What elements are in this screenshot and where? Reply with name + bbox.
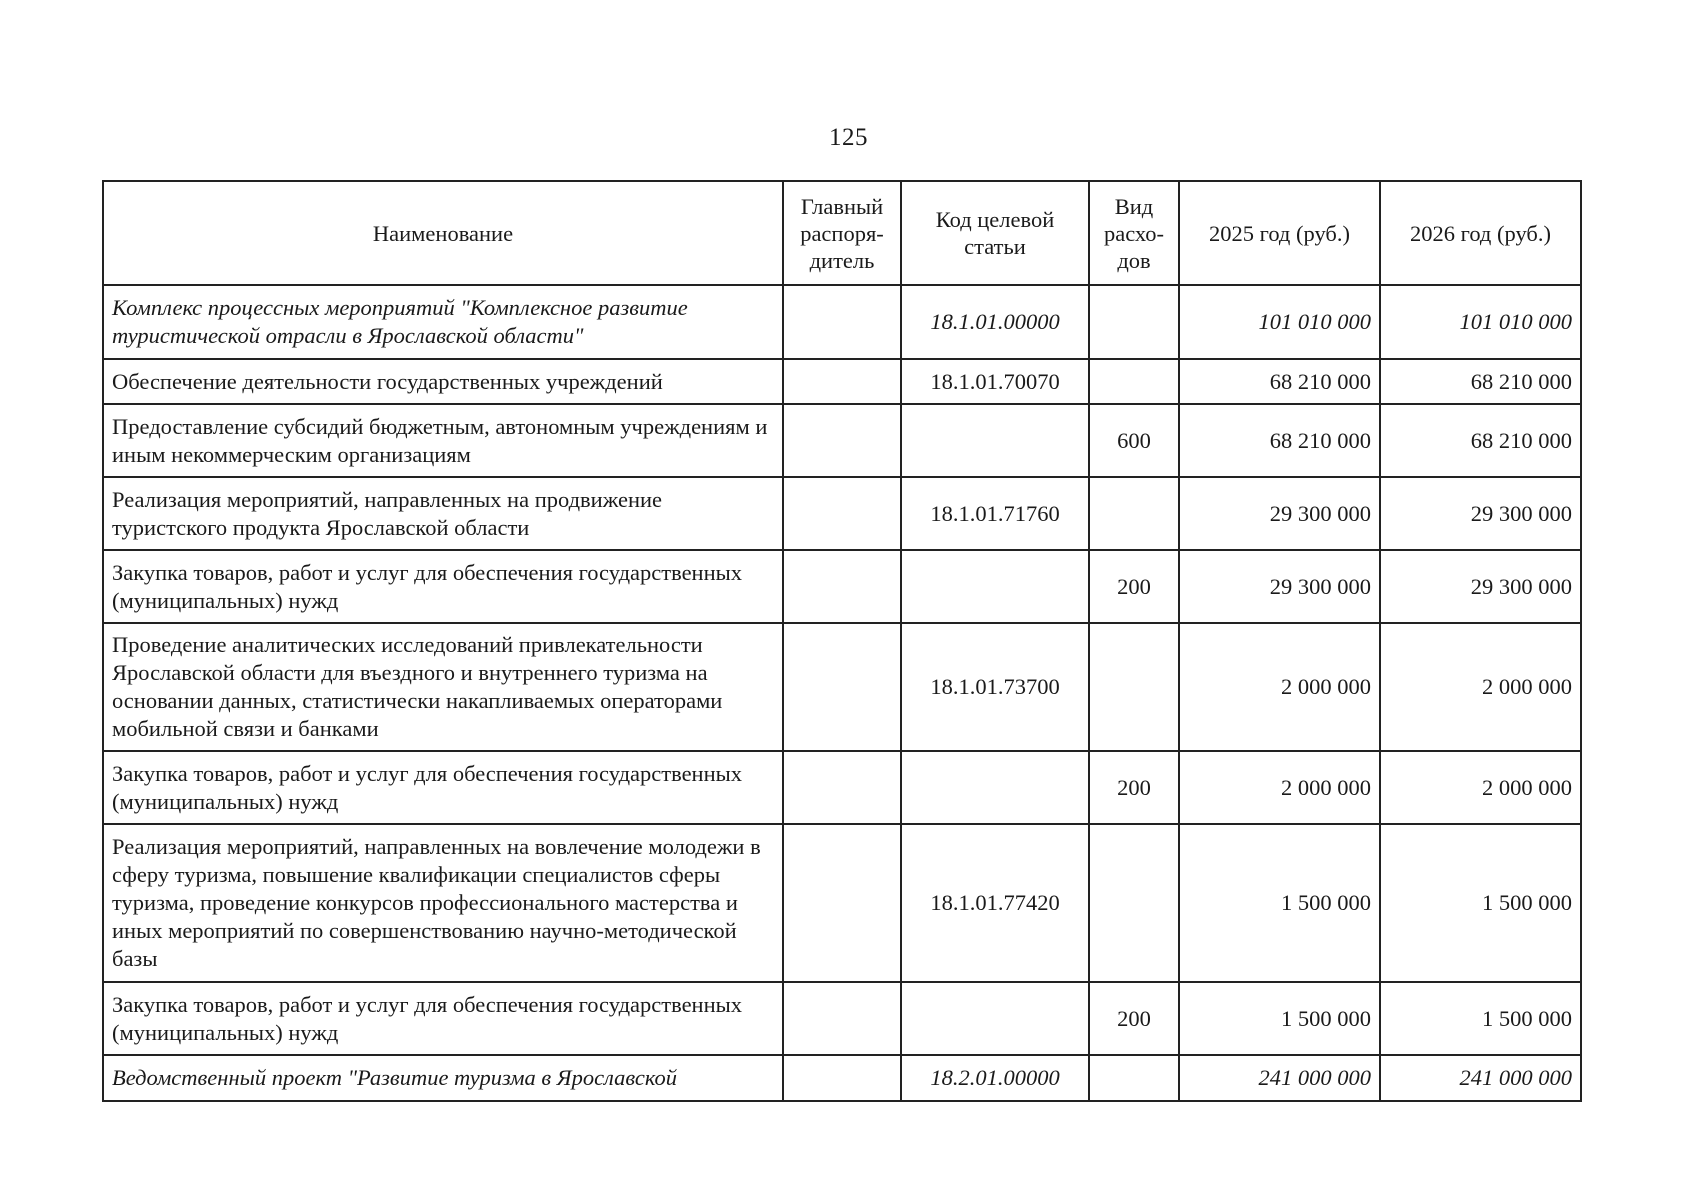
row-amount-2025: 68 210 000: [1179, 359, 1380, 404]
row-amount-2025: 29 300 000: [1179, 477, 1380, 550]
table-row: [103, 1055, 1581, 1101]
row-expense-type: 200: [1089, 550, 1179, 623]
row-name: Обеспечение деятельности государственных учреждений: [103, 359, 783, 404]
header-year-2025: 2025 год (руб.): [1179, 181, 1380, 285]
row-amount-2026: 1 500 000: [1380, 982, 1581, 1055]
row-name: Реализация мероприятий, направленных на вовлечение молодежи в сферу туризма, повышение квалификации специалистов сферы туризма, проведение конкурсов профессионального мастерства и иных мероприятий по совершенствованию научно-методической базы: [103, 824, 783, 982]
row-expense-type: [1089, 1055, 1179, 1101]
table-row: [103, 477, 1581, 550]
row-manager: [783, 751, 901, 824]
row-expense-type: [1089, 359, 1179, 404]
row-name: Реализация мероприятий, направленных на продвижение туристского продукта Ярославской области: [103, 477, 783, 550]
row-expense-type: [1089, 477, 1179, 550]
header-name: Наименование: [103, 181, 783, 285]
row-amount-2025: 1 500 000: [1179, 824, 1380, 982]
row-manager: [783, 285, 901, 359]
row-amount-2025: 29 300 000: [1179, 550, 1380, 623]
row-expense-type: 600: [1089, 404, 1179, 477]
row-name: Ведомственный проект "Развитие туризма в Ярославской: [103, 1055, 783, 1101]
row-code: [901, 550, 1089, 623]
row-amount-2026: 68 210 000: [1380, 359, 1581, 404]
row-manager: [783, 404, 901, 477]
row-amount-2026: 29 300 000: [1380, 550, 1581, 623]
row-amount-2026: 29 300 000: [1380, 477, 1581, 550]
table-header: [103, 181, 1581, 285]
row-name: Проведение аналитических исследований привлекательности Ярославской области для въездного и внутреннего туризма на основании данных, статистически накапливаемых операторами мобильной связи и банками: [103, 623, 783, 751]
header-year-2026: 2026 год (руб.): [1380, 181, 1581, 285]
row-amount-2026: 101 010 000: [1380, 285, 1581, 359]
table-row: [103, 550, 1581, 623]
row-amount-2026: 1 500 000: [1380, 824, 1581, 982]
row-code: [901, 404, 1089, 477]
table-row: [103, 824, 1581, 982]
header-row: [103, 181, 1581, 285]
row-expense-type: [1089, 824, 1179, 982]
row-manager: [783, 623, 901, 751]
row-expense-type: 200: [1089, 982, 1179, 1055]
row-code: 18.1.01.00000: [901, 285, 1089, 359]
row-manager: [783, 1055, 901, 1101]
row-manager: [783, 982, 901, 1055]
row-amount-2025: 101 010 000: [1179, 285, 1380, 359]
row-amount-2025: 68 210 000: [1179, 404, 1380, 477]
row-manager: [783, 824, 901, 982]
row-amount-2026: 2 000 000: [1380, 623, 1581, 751]
row-expense-type: [1089, 285, 1179, 359]
row-amount-2026: 241 000 000: [1380, 1055, 1581, 1101]
row-manager: [783, 477, 901, 550]
table-body: [103, 285, 1581, 1101]
row-amount-2025: 2 000 000: [1179, 751, 1380, 824]
row-code: 18.1.01.77420: [901, 824, 1089, 982]
page-number: 125: [829, 124, 868, 151]
table-row: [103, 751, 1581, 824]
row-amount-2025: 1 500 000: [1179, 982, 1380, 1055]
row-manager: [783, 359, 901, 404]
row-name: Предоставление субсидий бюджетным, автономным учреждениям и иным некоммерческим организациям: [103, 404, 783, 477]
row-amount-2025: 2 000 000: [1179, 623, 1380, 751]
row-expense-type: [1089, 623, 1179, 751]
budget-table: [102, 180, 1582, 1102]
row-manager: [783, 550, 901, 623]
row-code: [901, 982, 1089, 1055]
table-row: [103, 623, 1581, 751]
table-row: [103, 404, 1581, 477]
row-amount-2025: 241 000 000: [1179, 1055, 1380, 1101]
row-code: 18.1.01.70070: [901, 359, 1089, 404]
row-name: Комплекс процессных мероприятий "Комплексное развитие туристической отрасли в Ярославской области": [103, 285, 783, 359]
table-row: [103, 982, 1581, 1055]
row-code: [901, 751, 1089, 824]
row-name: Закупка товаров, работ и услуг для обеспечения государственных (муниципальных) нужд: [103, 550, 783, 623]
header-code: Код целевой статьи: [901, 181, 1089, 285]
row-amount-2026: 68 210 000: [1380, 404, 1581, 477]
table-row: [103, 285, 1581, 359]
table-row: [103, 359, 1581, 404]
row-code: 18.2.01.00000: [901, 1055, 1089, 1101]
row-name: Закупка товаров, работ и услуг для обеспечения государственных (муниципальных) нужд: [103, 751, 783, 824]
row-code: 18.1.01.73700: [901, 623, 1089, 751]
header-expense-type: Вид расхо-дов: [1089, 181, 1179, 285]
row-expense-type: 200: [1089, 751, 1179, 824]
header-manager: Главный распоря-дитель: [783, 181, 901, 285]
row-name: Закупка товаров, работ и услуг для обеспечения государственных (муниципальных) нужд: [103, 982, 783, 1055]
row-code: 18.1.01.71760: [901, 477, 1089, 550]
row-amount-2026: 2 000 000: [1380, 751, 1581, 824]
